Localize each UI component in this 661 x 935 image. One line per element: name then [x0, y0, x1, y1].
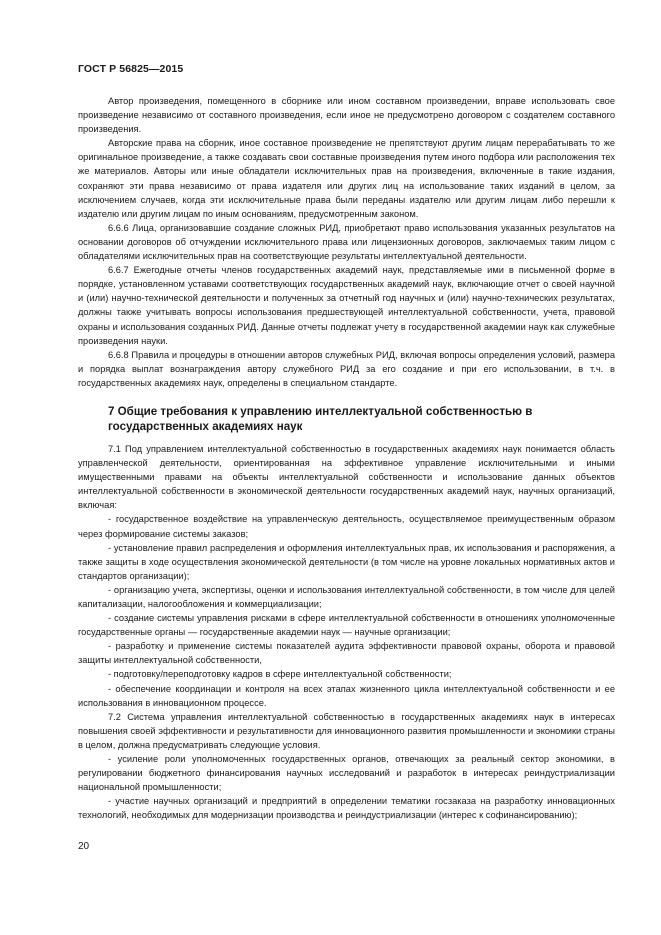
paragraph: 6.6.8 Правила и процедуры в отношении авторов служебных РИД, включая вопросы определения условий, размера и порядка выплат вознаграждения автору служебного РИД за его создание и при его использовании, в т.ч. в государственных академиях наук, определены в специальном стандарте. — [78, 349, 615, 388]
list-item: - создание системы управления рисками в сфере интеллектуальной собственности в отношениях уполномоченные государственные органы — государственные академии наук — научные организации; — [78, 613, 615, 638]
list-item: - обеспечение координации и контроля на всех этапах жизненного цикла интеллектуальной собственности и ее использования в инновационном процессе. — [78, 683, 615, 708]
section-heading: 7 Общие требования к управлению интеллектуальной собственностью в государственных академиях наук — [108, 404, 533, 433]
list-item: - участие научных организаций и предприятий в определении тематики госзаказа на разработку инновационных технологий, необходимых для модернизации производства и реиндустриализации (интерес к софинансированию); — [78, 796, 615, 821]
paragraph: 7.2 Система управления интеллектуальной собственностью в государственных академиях наук в интересах повышения своей эффективности и результативности для инновационного развития промышленности и экономики страны в целом, должна предусматривать следующие условия. — [78, 711, 615, 750]
paragraph: 7.1 Под управлением интеллектуальной собственностью в государственных академиях наук понимается область управленческой деятельности, ориентированная на эффективное управление исключительными и иными имущественными правами на объекты интеллектуальной собственности и использование данных объектов интеллектуальной собственности в экономической деятельности государственных академий наук, научных организаций, включая: — [78, 443, 615, 511]
list-item: - установление правил распределения и оформления интеллектуальных прав, их использования и распоряжения, а также защиты в ходе осуществления экономической деятельности (в том числе на уровне локальных нормативных актов и стандартов организации); — [78, 542, 615, 581]
paragraph: Автор произведения, помещенного в сборнике или ином составном произведении, вправе использовать свое произведение независимо от составного произведения, если иное не предусмотрено договором с создателем составного произведения. — [78, 96, 615, 135]
paragraph: 6.6.7 Ежегодные отчеты членов государственных академий наук, представляемые ими в письменной форме в порядке, установленном уставами соответствующих государственных академий наук, включающие отчет о своей научной и (или) научно-технической деятельности и полученных за отчетный год научных и (или) научно-технических результатах, должны также учитывать вопросы использования предшествующей интеллектуальной собственности, учета, правовой охраны и использования созданных РИД. Данные отчеты подлежат учету в государственной академии наук как служебные произведения науки. — [78, 265, 615, 346]
list-item: - разработку и применение системы показателей аудита эффективности правовой охраны, оборота и правовой защиты интеллектуальной собственности, — [78, 641, 615, 666]
paragraph: 6.6.6 Лица, организовавшие создание сложных РИД, приобретают право использования указанных результатов на основании договоров об отчуждении исключительного права или лицензионных договоров, заключаемых таким лицом с обладателями исключительных прав на соответствующие результаты интеллектуальной деятельности. — [78, 222, 615, 262]
list-item: - подготовку/переподготовку кадров в сфере интеллектуальной собственности; — [108, 669, 452, 680]
list-item: - усиление роли уполномоченных государственных органов, отвечающих за реальный сектор экономики, в регулировании бюджетного финансирования научных исследований и разработок в интересах реиндустриализации национальной промышленности; — [78, 754, 615, 793]
list-item: - государственное воздействие на управленческую деятельность, осуществляемое преимущественным образом через формирование системы заказов; — [78, 514, 615, 539]
document-body — [78, 94, 615, 823]
list-item: - организацию учета, экспертизы, оценки и использования интеллектуальной собственности, в том числе для целей капитализации, налогообложения и коммерциализации; — [78, 584, 615, 609]
page-number: 20 — [78, 841, 90, 852]
document-header: ГОСТ Р 56825—2015 — [78, 63, 184, 75]
paragraph: Авторские права на сборник, иное составное произведение не препятствуют другим лицам перерабатывать то же оригинальное произведение, а также создавать свои составные произведения путем иного подбора или расположения тех же материалов. Авторы или иные обладатели исключительных прав на произведения, включенные в такие издания, сохраняют эти права независимо от права издателя или других лиц на использование таких изданий в целом, за исключением случаев, когда эти исключительные права были переданы издателю или другим лицам либо перешли к издателю или другим лицам по иным основаниям, предусмотренным законом. — [78, 138, 615, 219]
